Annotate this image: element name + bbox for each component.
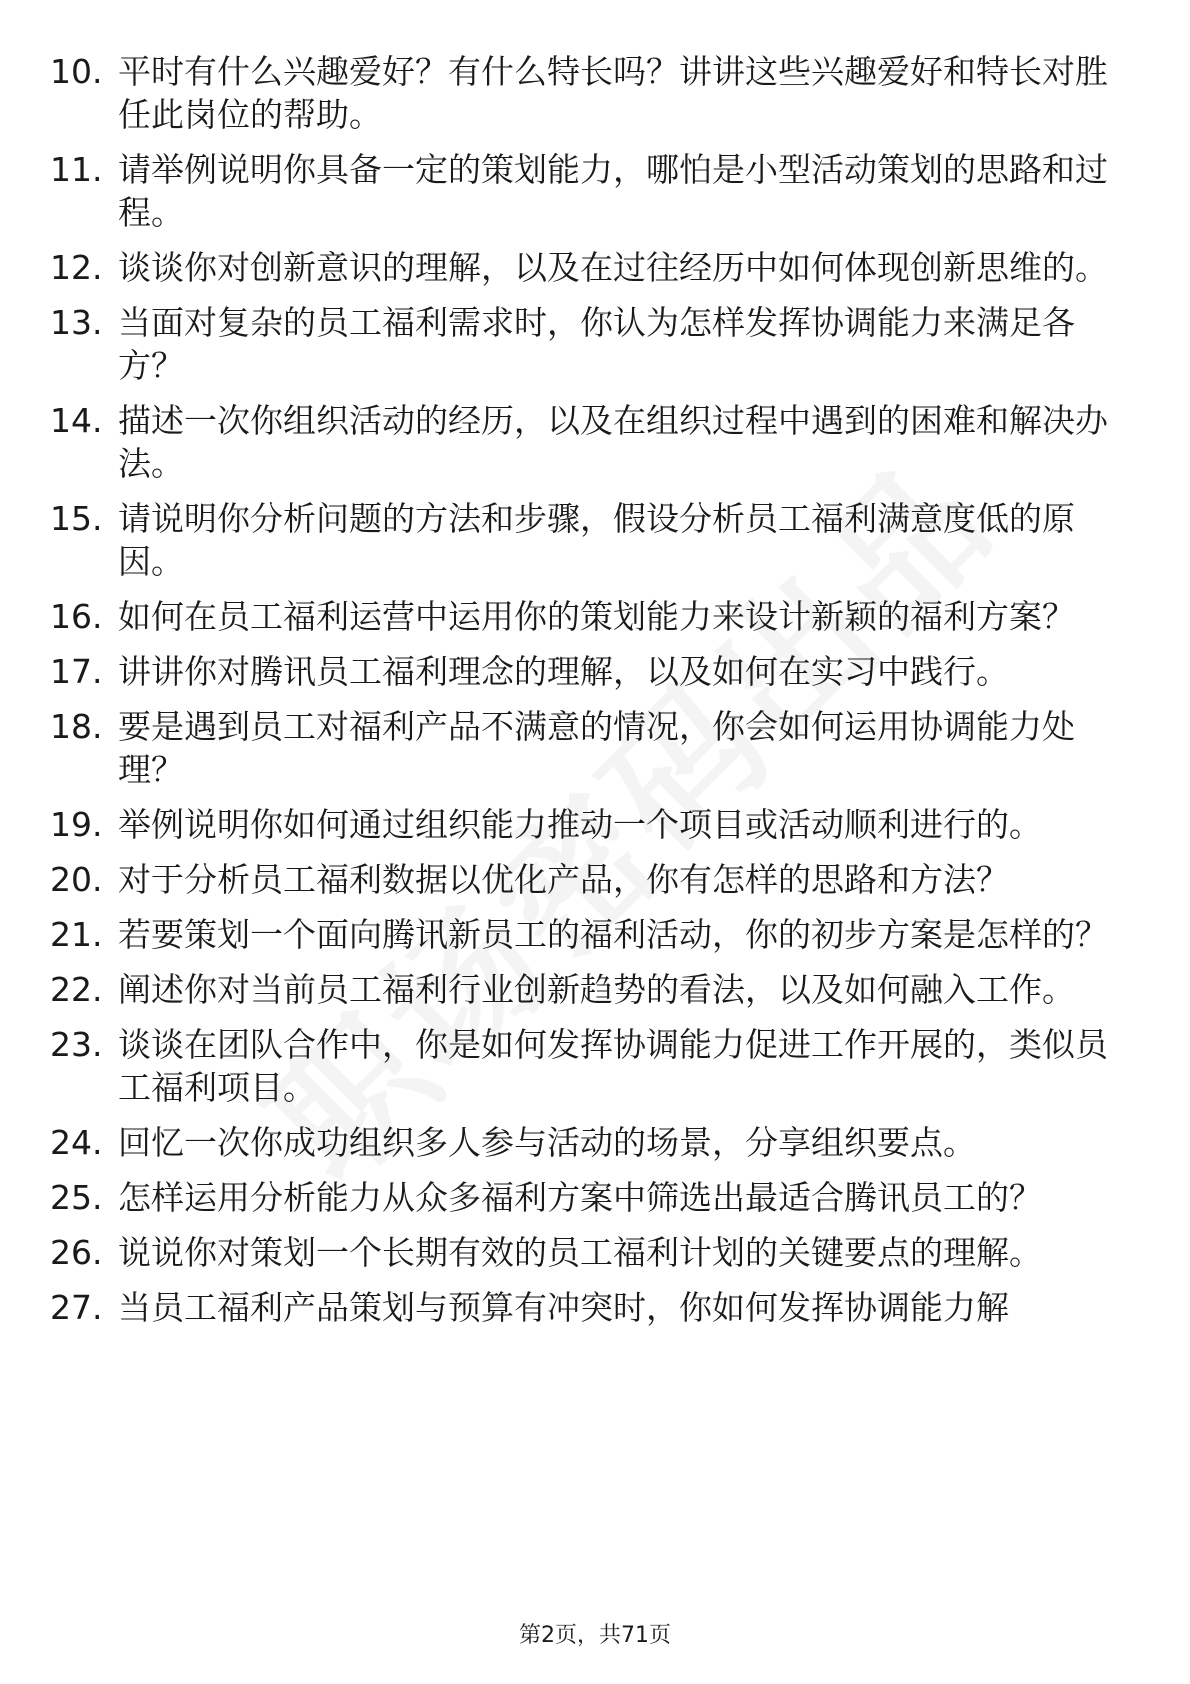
item-text: 怎样运用分析能力从众多福利方案中筛选出最适合腾讯员工的？ xyxy=(118,1178,1042,1217)
list-item xyxy=(50,968,1110,1011)
question-list xyxy=(50,50,1110,1341)
item-text: 当面对复杂的员工福利需求时，你认为怎样发挥协调能力来满足各方？ xyxy=(118,303,1075,385)
item-text: 阐述你对当前员工福利行业创新趋势的看法，以及如何融入工作。 xyxy=(118,970,1075,1009)
list-item xyxy=(50,1286,1110,1329)
item-number: 18. xyxy=(50,707,103,746)
item-number: 26. xyxy=(50,1233,103,1272)
list-item xyxy=(50,497,1110,583)
item-text: 请说明你分析问题的方法和步骤，假设分析员工福利满意度低的原因。 xyxy=(118,499,1075,581)
item-number: 16. xyxy=(50,597,103,636)
item-text: 说说你对策划一个长期有效的员工福利计划的关键要点的理解。 xyxy=(118,1233,1042,1272)
item-number: 25. xyxy=(50,1178,103,1217)
item-text: 对于分析员工福利数据以优化产品，你有怎样的思路和方法？ xyxy=(118,860,1009,899)
item-number: 19. xyxy=(50,805,103,844)
list-item xyxy=(50,1023,1110,1109)
item-text: 谈谈你对创新意识的理解，以及在过往经历中如何体现创新思维的。 xyxy=(118,248,1108,287)
list-item xyxy=(50,148,1110,234)
item-number: 20. xyxy=(50,860,103,899)
item-text: 讲讲你对腾讯员工福利理念的理解，以及如何在实习中践行。 xyxy=(118,652,1009,691)
item-text: 要是遇到员工对福利产品不满意的情况，你会如何运用协调能力处理？ xyxy=(118,707,1075,789)
list-item xyxy=(50,1121,1110,1164)
item-text: 当员工福利产品策划与预算有冲突时，你如何发挥协调能力解 xyxy=(118,1288,1009,1327)
item-number: 17. xyxy=(50,652,103,691)
list-item xyxy=(50,246,1110,289)
list-item xyxy=(50,913,1110,956)
item-number: 22. xyxy=(50,970,103,1009)
item-number: 11. xyxy=(50,150,103,189)
item-text: 若要策划一个面向腾讯新员工的福利活动，你的初步方案是怎样的？ xyxy=(118,915,1108,954)
page-number: 第2页，共71页 xyxy=(519,1623,671,1648)
list-item xyxy=(50,301,1110,387)
item-number: 23. xyxy=(50,1025,103,1064)
list-item xyxy=(50,858,1110,901)
item-text: 谈谈在团队合作中，你是如何发挥协调能力促进工作开展的，类似员工福利项目。 xyxy=(118,1025,1108,1107)
item-number: 21. xyxy=(50,915,103,954)
list-item xyxy=(50,705,1110,791)
item-number: 13. xyxy=(50,303,103,342)
list-item xyxy=(50,50,1110,136)
item-number: 14. xyxy=(50,401,103,440)
item-number: 12. xyxy=(50,248,103,287)
item-text: 请举例说明你具备一定的策划能力，哪怕是小型活动策划的思路和过程。 xyxy=(118,150,1108,232)
list-item xyxy=(50,399,1110,485)
item-text: 举例说明你如何通过组织能力推动一个项目或活动顺利进行的。 xyxy=(118,805,1042,844)
item-text: 平时有什么兴趣爱好？有什么特长吗？讲讲这些兴趣爱好和特长对胜任此岗位的帮助。 xyxy=(118,52,1108,134)
list-item xyxy=(50,803,1110,846)
item-text: 如何在员工福利运营中运用你的策划能力来设计新颖的福利方案？ xyxy=(118,597,1075,636)
item-number: 15. xyxy=(50,499,103,538)
list-item xyxy=(50,1176,1110,1219)
list-item xyxy=(50,1231,1110,1274)
item-number: 27. xyxy=(50,1288,103,1327)
item-number: 10. xyxy=(50,52,103,91)
item-text: 描述一次你组织活动的经历，以及在组织过程中遇到的困难和解决办法。 xyxy=(118,401,1108,483)
list-item xyxy=(50,595,1110,638)
list-item xyxy=(50,650,1110,693)
item-number: 24. xyxy=(50,1123,103,1162)
item-text: 回忆一次你成功组织多人参与活动的场景，分享组织要点。 xyxy=(118,1123,976,1162)
